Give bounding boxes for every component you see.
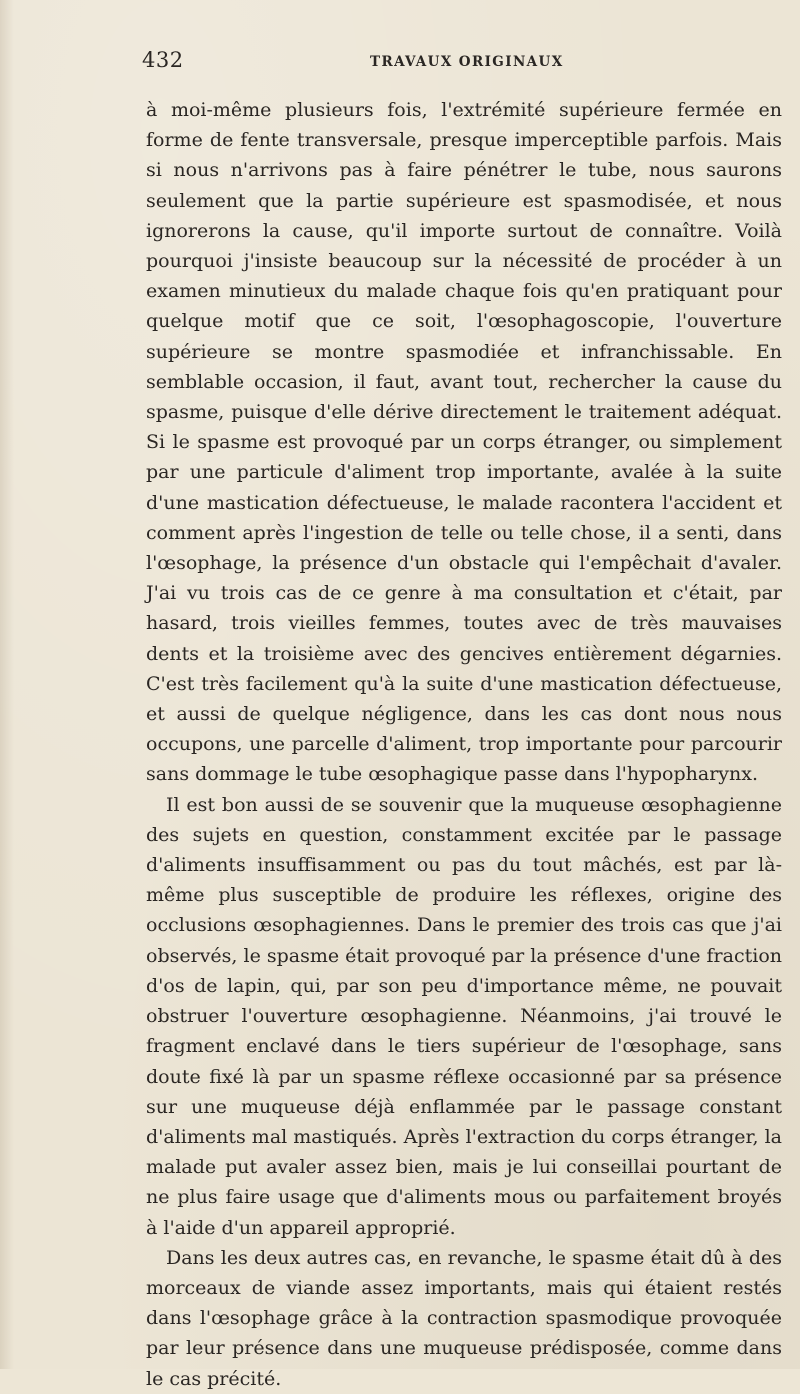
paragraph: Il est bon aussi de se souvenir que la muqueuse œsophagienne des sujets en question, constamment excitée par le passage d'aliments insuffisamment ou pas du tout mâchés, est par là-même plus susceptible de produire les réflexes, origine des occlusions œsophagiennes. Dans le premier des trois cas que j'ai observés, le spasme était provoqué par la présence d'une fraction d'os de lapin, qui, par son peu d'importance même, ne pouvait obstruer l'ouverture œsophagienne. Néanmoins, j'ai trouvé le fragment enclavé dans le tiers supérieur de l'œsophage, sans doute fixé là par un spasme réflexe occasionné par sa présence sur une muqueuse déjà enflammée par le passage constant d'aliments mal mastiqués. Après l'extraction du corps étranger, la malade put avaler assez bien, mais je lui conseillai pourtant de ne plus faire usage que d'aliments mous ou parfaitement broyés à l'aide d'un appareil approprié. (146, 793, 782, 1239)
page-header (142, 48, 782, 78)
body-text (146, 95, 782, 1394)
running-head: TRAVAUX ORIGINAUX (370, 54, 564, 70)
paragraph-continued: à moi-même plusieurs fois, l'extrémité supérieure fermée en forme de fente transversale, presque imperceptible parfois. Mais si nous n'arrivons pas à faire pénétrer le tube, nous saurons seulement que la partie supérieure est spasmodisée, et nous ignorerons la cause, qu'il importe surtout de connaître. Voilà pourquoi j'insiste beaucoup sur la nécessité de procéder à un examen minutieux du malade chaque fois qu'en pratiquant pour quelque motif que ce soit, l'œsophagoscopie, l'ouverture supérieure se montre spasmodiée et infranchissable. En semblable occasion, il faut, avant tout, rechercher la cause du spasme, puisque d'elle dérive directement le traitement adéquat. Si le spasme est provoqué par un corps étranger, ou simplement par une particule d'aliment trop importante, avalée à la suite d'une mastication défectueuse, le malade racontera l'accident et comment après l'ingestion de telle ou telle chose, il a senti, dans l'œsophage, la présence d'un obstacle qui l'empêchait d'avaler. J'ai vu trois cas de ce genre à ma consultation et c'était, par hasard, trois vieilles femmes, toutes avec de très mauvaises dents et la troisième avec des gencives entièrement dégarnies. C'est très facilement qu'à la suite d'une mastication défectueuse, et aussi de quelque négligence, dans les cas dont nous nous occupons, une parcelle d'aliment, trop importante pour parcourir sans dommage le tube œsophagique passe dans l'hypopharynx. (146, 99, 782, 786)
paragraph: Dans les deux autres cas, en revanche, le spasme était dû à des morceaux de viande assez importants, mais qui étaient restés dans l'œsophage grâce à la contraction spasmodique provoquée par leur présence dans une muqueuse prédisposée, comme dans le cas précité. (146, 1246, 782, 1390)
page-number: 432 (142, 48, 184, 72)
page-edge-shadow (0, 0, 14, 1369)
